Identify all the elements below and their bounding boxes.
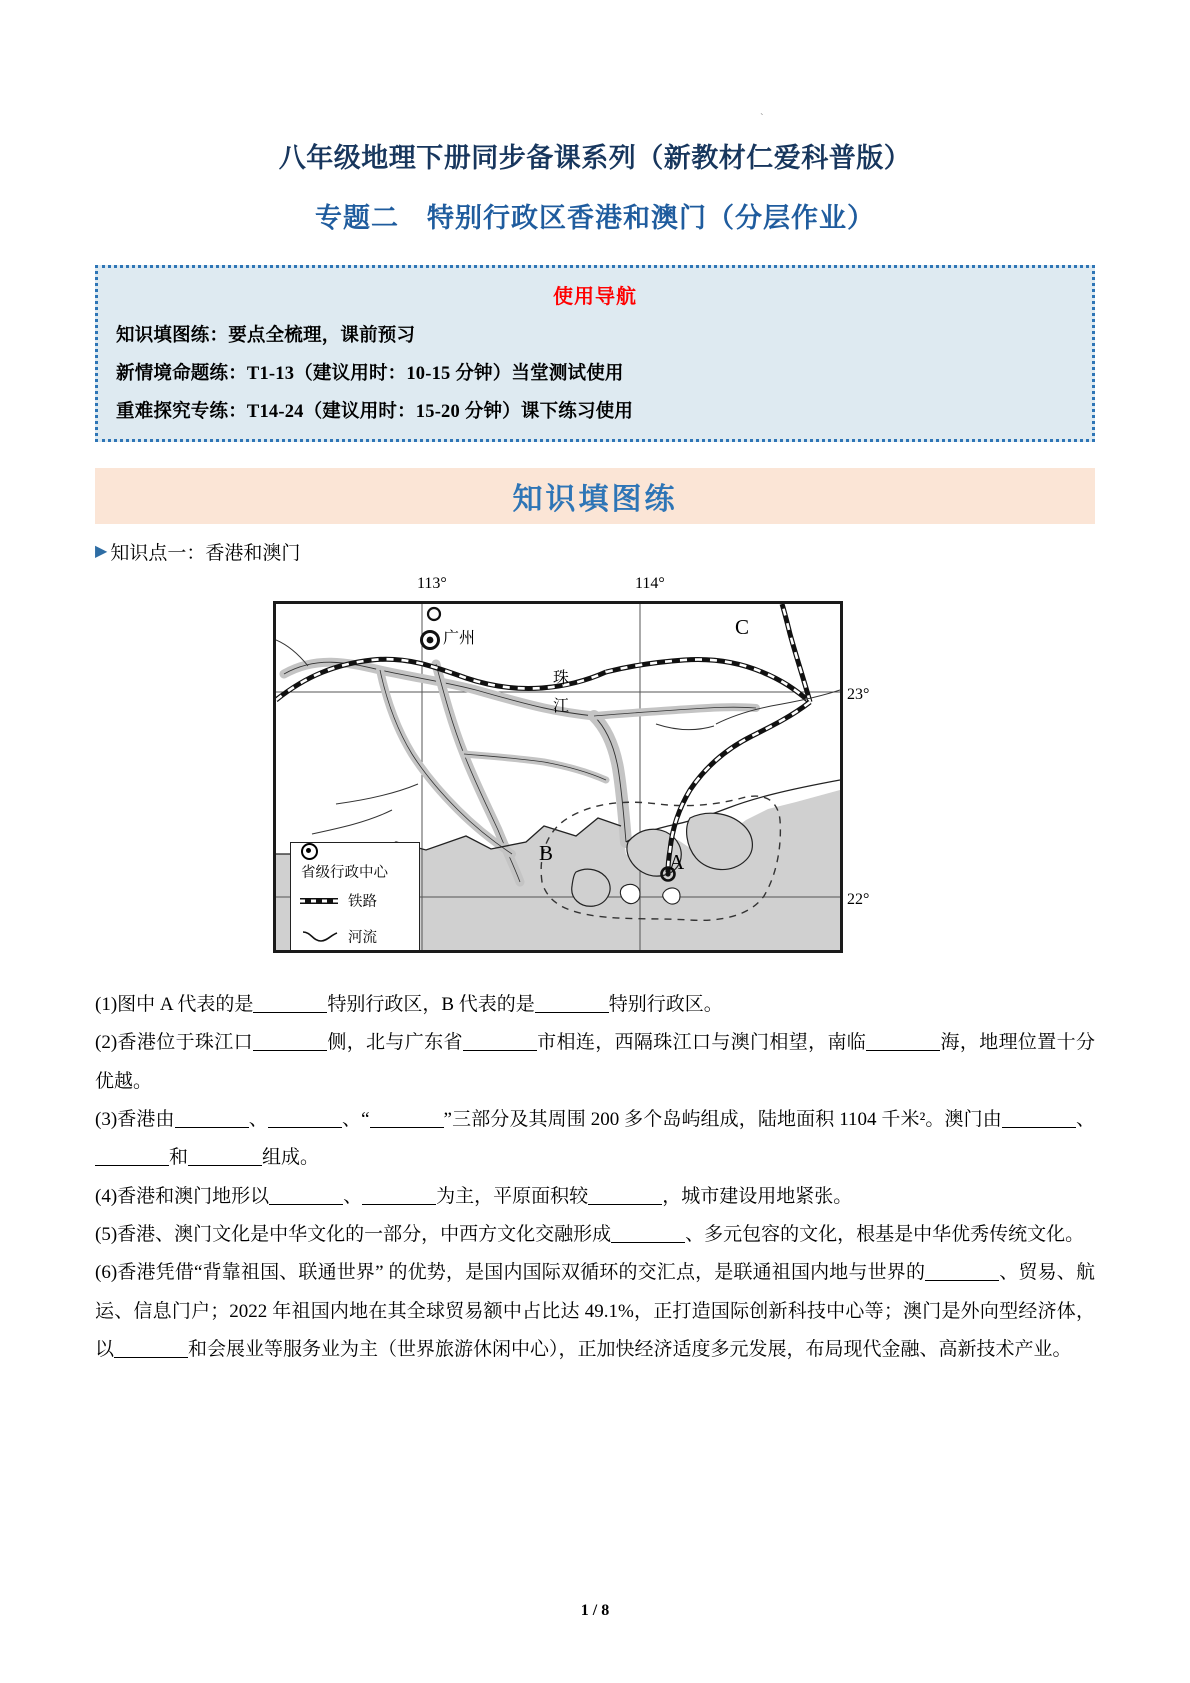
lon-label-113: 113°	[417, 574, 447, 592]
question-6: (6)香港凭借“背靠祖国、联通世界” 的优势，是国内国际双循环的交汇点，是联通祖国内地与世界的 、贸易、航运、信息门户；2022 年祖国内地在其全球贸易额中占比达 49.1%，正打造国际创新科技中心等；澳门是外向型经济体，以 和会展业等服务业为主（世界旅游休闲中心），正加快经济适度多元发展，布局现代金融、高新技术产业。	[95, 1262, 1095, 1361]
fill-in-blank[interactable]	[188, 1147, 262, 1166]
question-list	[95, 986, 1095, 1370]
nav-line-1: 知识填图练：要点全梳理，课前预习	[116, 325, 416, 346]
map-legend	[290, 842, 420, 952]
lat-label-22: 22°	[847, 890, 870, 908]
fill-in-blank[interactable]	[588, 1186, 662, 1205]
fill-in-blank[interactable]	[253, 1032, 327, 1051]
provincial-capital-dot-icon	[301, 843, 318, 860]
map-marker-c: C	[735, 614, 750, 639]
fill-in-blank[interactable]	[925, 1262, 999, 1281]
legend-item-railway	[291, 883, 419, 919]
page-number: 1 / 8	[580, 1602, 610, 1619]
map-figure	[95, 573, 1095, 968]
fill-in-blank[interactable]	[268, 1109, 342, 1128]
map-label-guangzhou: 广州	[443, 629, 476, 647]
knowledge-point-heading	[95, 538, 1095, 565]
triangle-right-icon: ▶	[95, 541, 108, 561]
fill-in-blank[interactable]	[1002, 1109, 1076, 1128]
page-subtitle: 专题二 特别行政区香港和澳门（分层作业）	[315, 203, 875, 234]
usage-navigation-title: 使用导航	[553, 285, 637, 308]
map-marker-a: A	[669, 849, 685, 874]
railway-line-icon	[298, 896, 340, 906]
fill-in-blank[interactable]	[253, 994, 327, 1013]
legend-label-river: 河流	[348, 930, 377, 947]
question-4: (4)香港和澳门地形以 、 为主，平原面积较 ，城市建设用地紧张。	[95, 1185, 853, 1207]
river-line-icon	[298, 929, 340, 945]
section-banner-label: 知识填图练	[512, 482, 678, 516]
lon-label-114: 114°	[635, 574, 665, 592]
fill-in-blank[interactable]	[370, 1109, 444, 1128]
question-1: (1)图中 A 代表的是 特别行政区，B 代表的是 特别行政区。	[95, 993, 723, 1015]
stray-mark: `	[760, 112, 764, 124]
lat-label-23: 23°	[847, 685, 870, 703]
map-marker-b: B	[539, 840, 554, 865]
knowledge-point-label: 知识点一：香港和澳门	[110, 541, 301, 564]
question-2: (2)香港位于珠江口 侧，北与广东省 市相连，西隔珠江口与澳门相望，南临 海，地理位置十分优越。	[95, 1032, 1095, 1092]
legend-item-provincial-capital	[291, 843, 419, 883]
fill-in-blank[interactable]	[463, 1032, 537, 1051]
fill-in-blank[interactable]	[269, 1186, 343, 1205]
fill-in-blank[interactable]	[611, 1224, 685, 1243]
question-5: (5)香港、澳门文化是中华文化的一部分，中西方文化交融形成 、多元包容的文化，根基是中华优秀传统文化。	[95, 1224, 1085, 1246]
fill-in-blank[interactable]	[175, 1109, 249, 1128]
legend-label-railway: 铁路	[348, 894, 377, 911]
page-title: 八年级地理下册同步备课系列（新教材仁爱科普版）	[278, 143, 912, 173]
map-label-jiang: 江	[553, 697, 570, 715]
fill-in-blank[interactable]	[535, 994, 609, 1013]
legend-label-provincial-capital: 省级行政中心	[301, 865, 388, 882]
map-container	[265, 573, 925, 968]
legend-item-river	[291, 919, 419, 953]
map-label-zhu: 珠	[553, 669, 570, 687]
fill-in-blank[interactable]	[362, 1186, 436, 1205]
fill-in-blank[interactable]	[866, 1032, 940, 1051]
map-frame	[273, 601, 843, 953]
nav-line-3: 重难探究专练：T14-24（建议用时：15-20 分钟）课下练习使用	[116, 401, 634, 422]
usage-navigation-box	[95, 265, 1095, 442]
fill-in-blank[interactable]	[95, 1147, 169, 1166]
question-3: (3)香港由 、 、“ ”三部分及其周围 200 多个岛屿组成，陆地面积 1104 千米²。澳门由 、和 组成。	[95, 1108, 1095, 1169]
fill-in-blank[interactable]	[114, 1339, 188, 1358]
section-banner	[95, 468, 1095, 524]
nav-line-2: 新情境命题练：T1-13（建议用时：10-15 分钟）当堂测试使用	[116, 363, 624, 384]
